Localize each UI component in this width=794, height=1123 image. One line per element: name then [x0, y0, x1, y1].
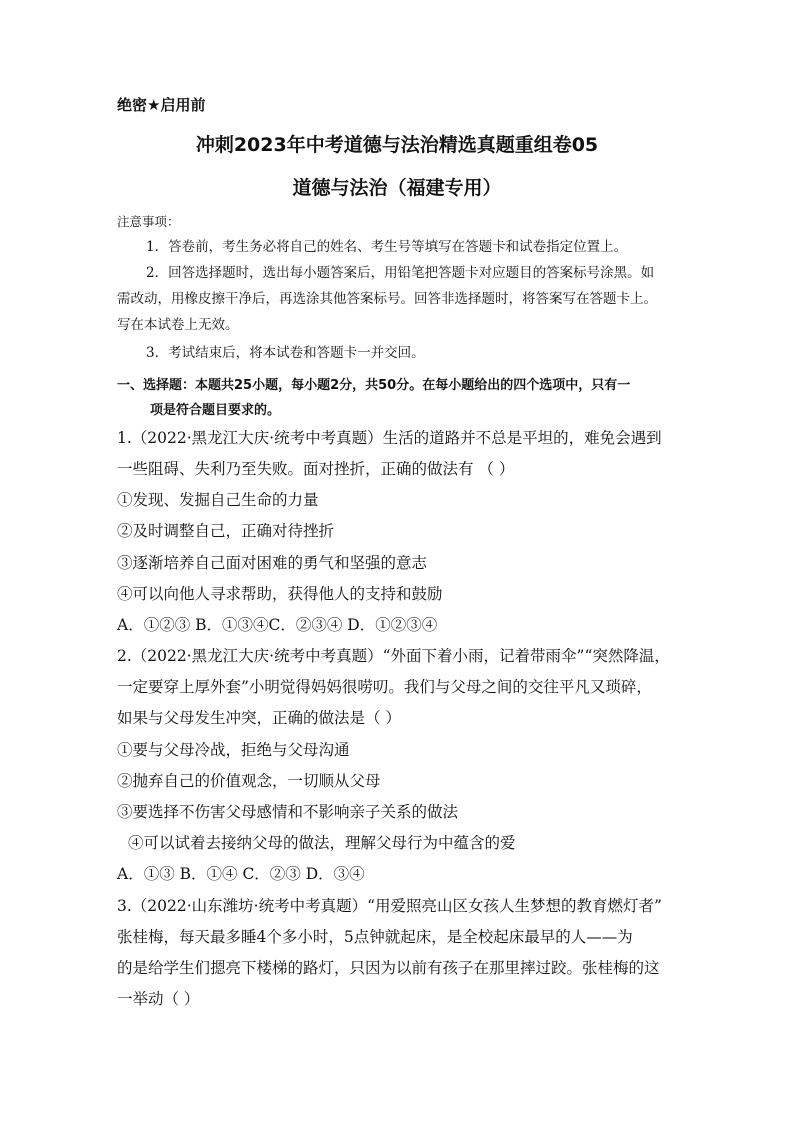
question-3-stem: 张桂梅，每天最多睡4个多小时，5点钟就起床，是全校起床最早的人——为 — [117, 928, 633, 946]
question-1-item: ①发现、发掘自己生命的力量 — [117, 491, 319, 509]
exam-title: 冲刺2023年中考道德与法治精选真题重组卷05 — [195, 134, 599, 156]
question-3-stem: 的是给学生们摁亮下楼梯的路灯，只因为以前有孩子在那里摔过跤。张桂梅的这 — [117, 959, 660, 977]
note-line: 需改动，用橡皮擦干净后，再选涂其他答案标号。回答非选择题时，将答案写在答题卡上。 — [117, 291, 657, 307]
section-heading-cont: 项是符合题目要求的。 — [150, 403, 281, 418]
question-1-stem: 1.（2022·黑龙江大庆·统考中考真题）生活的道路并不总是平坦的，难免会遇到 — [117, 429, 662, 447]
note-line: 3．考试结束后，将本试卷和答题卡一并交回。 — [146, 345, 425, 361]
note-line: 2．回答选择题时，选出每小题答案后，用铅笔把答题卡对应题目的答案标号涂黑。如 — [146, 265, 655, 281]
question-2-item: ④可以试着去接纳父母的做法，理解父母行为中蕴含的爱 — [128, 834, 516, 852]
exam-subtitle: 道德与法治（福建专用） — [292, 177, 502, 199]
confidential-label: 绝密★启用前 — [117, 96, 206, 114]
question-2-item: ②抛弃自己的价值观念，一切顺从父母 — [117, 772, 381, 790]
question-2-item: ①要与父母冷战，拒绝与父母沟通 — [117, 741, 350, 759]
question-1-item: ④可以向他人寻求帮助，获得他人的支持和鼓励 — [117, 585, 443, 603]
notes-heading: 注意事项： — [117, 214, 180, 229]
question-2-stem: 如果与父母发生冲突，正确的做法是（ ） — [117, 709, 401, 727]
question-2-options: A．①③ B．①④ C．②③ D．③④ — [117, 865, 365, 883]
question-3-stem: 3.（2022·山东潍坊·统考中考真题）“用爱照亮山区女孩人生梦想的教育燃灯者” — [117, 897, 662, 915]
question-1-item: ②及时调整自己，正确对待挫折 — [117, 522, 335, 540]
question-1-options: A．①②③ B．①③④C．②③④ D．①②③④ — [117, 616, 438, 634]
note-line: 写在本试卷上无效。 — [117, 317, 239, 333]
question-2-item: ③要选择不伤害父母感情和不影响亲子关系的做法 — [117, 803, 459, 821]
question-3-stem: 一举动（ ） — [117, 990, 200, 1008]
question-2-stem: 一定要穿上厚外套”小明觉得妈妈很唠叨。我们与父母之间的交往平凡又琐碎， — [117, 678, 652, 696]
question-1-stem: 一些阻碍、失利乃至失败。面对挫折，正确的做法有 （ ） — [117, 460, 515, 478]
section-heading: 一、选择题：本题共25小题，每小题2分，共50分。在每小题给出的四个选项中，只有一 — [117, 378, 631, 393]
note-line: 1．答卷前，考生务必将自己的姓名、考生号等填写在答题卡和试卷指定位置上。 — [146, 239, 628, 255]
question-1-item: ③逐渐培养自己面对困难的勇气和坚强的意志 — [117, 554, 428, 572]
question-2-stem: 2.（2022·黑龙江大庆·统考中考真题）“外面下着小雨，记着带雨伞”“突然降温， — [117, 647, 670, 665]
